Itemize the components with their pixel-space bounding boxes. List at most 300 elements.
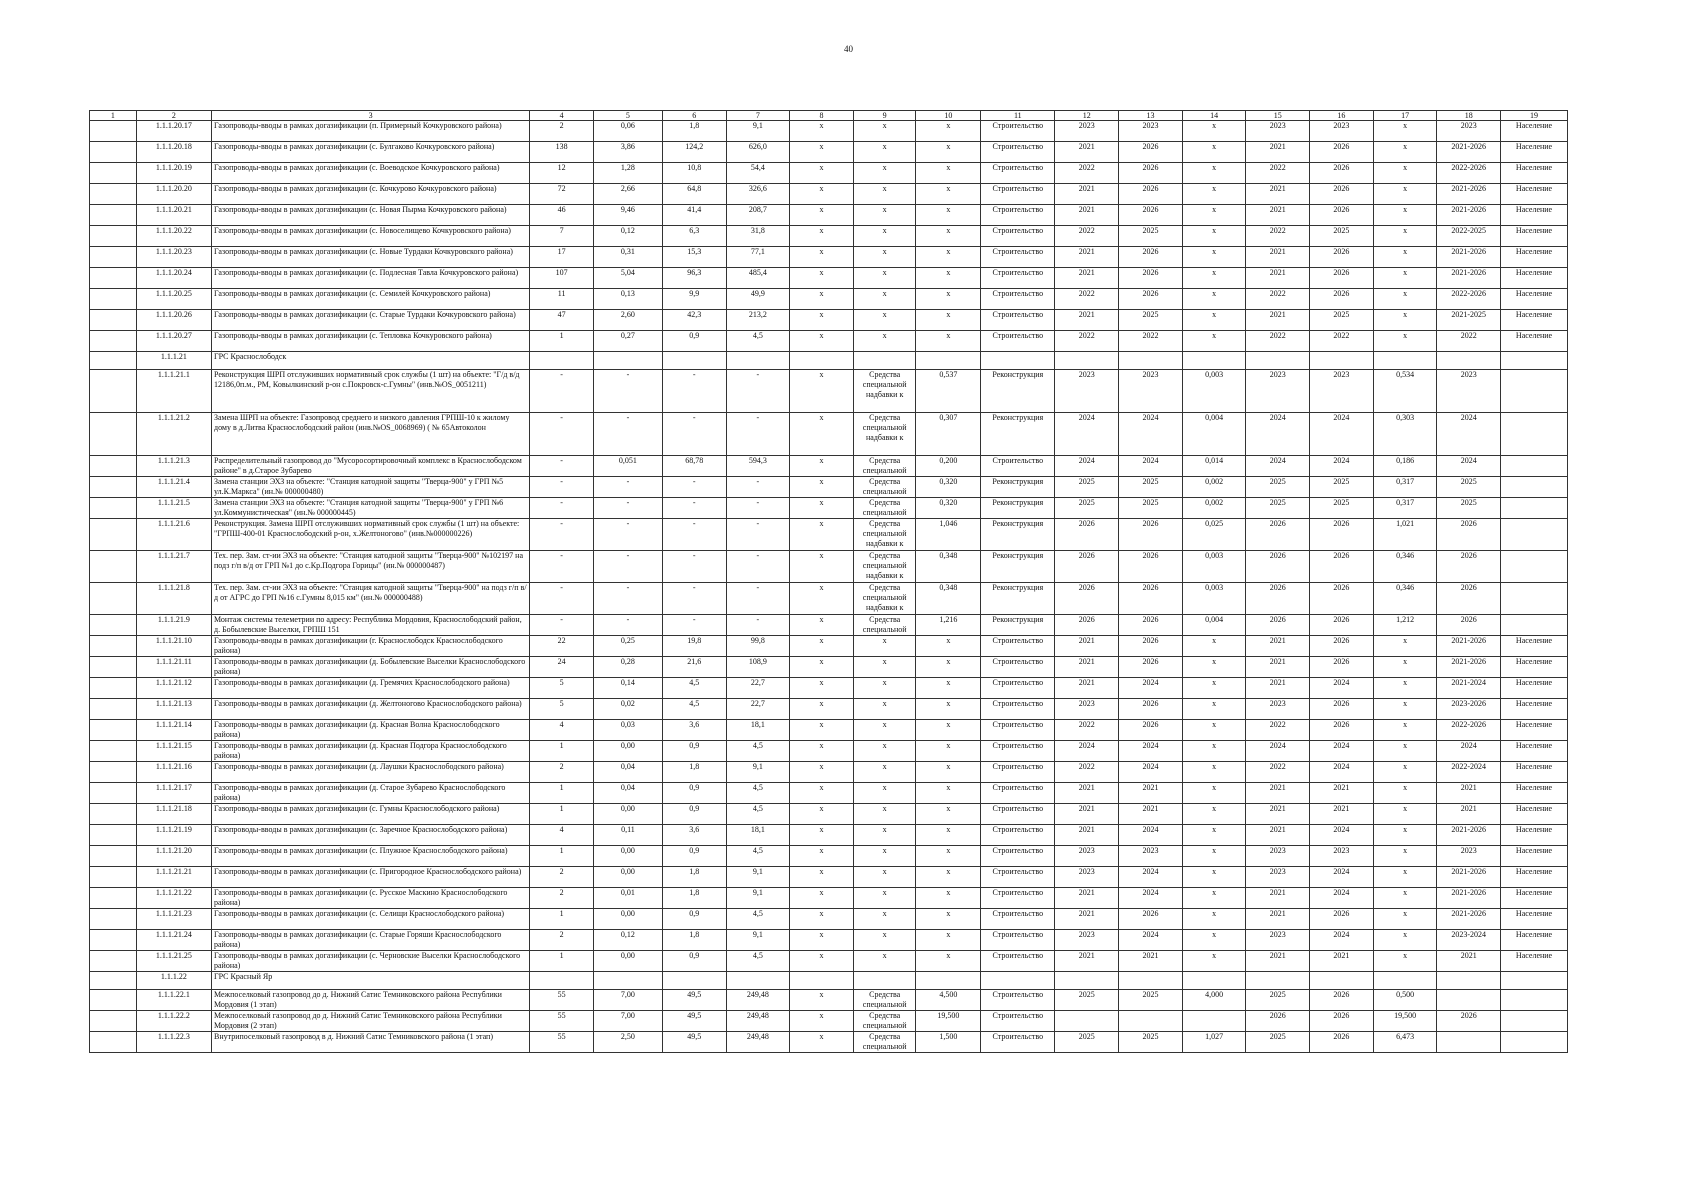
table-cell: 2026 bbox=[1055, 551, 1119, 583]
table-cell: х bbox=[790, 657, 854, 678]
table-cell: Население bbox=[1501, 268, 1568, 289]
table-cell: х bbox=[1182, 226, 1246, 247]
column-number: 1 bbox=[90, 111, 137, 121]
table-cell bbox=[981, 352, 1055, 370]
row-code-cell: 1.1.1.21.19 bbox=[136, 825, 211, 846]
column-number: 8 bbox=[790, 111, 854, 121]
table-cell: - bbox=[726, 519, 790, 551]
table-cell: 2024 bbox=[1246, 413, 1310, 456]
table-cell: х bbox=[790, 413, 854, 456]
table-cell: 2026 bbox=[1119, 519, 1183, 551]
table-row bbox=[90, 888, 1568, 909]
object-name-cell: Газопроводы-вводы в рамках догазификации (д. Лаушки Краснослободского района) bbox=[212, 762, 530, 783]
table-cell: 3,6 bbox=[662, 720, 726, 741]
table-cell: 2024 bbox=[1437, 413, 1501, 456]
table-cell: Население bbox=[1501, 142, 1568, 163]
table-cell: 2024 bbox=[1119, 678, 1183, 699]
table-cell: х bbox=[790, 1032, 854, 1053]
table-cell bbox=[1501, 519, 1568, 551]
table-cell: 1,8 bbox=[662, 121, 726, 142]
table-cell: х bbox=[916, 846, 981, 867]
table-row bbox=[90, 1011, 1568, 1032]
table-cell: х bbox=[790, 247, 854, 268]
table-cell: 626,0 bbox=[726, 142, 790, 163]
section-row bbox=[90, 352, 1568, 370]
row-code-cell: 1.1.1.21.1 bbox=[136, 370, 211, 413]
table-cell: 249,48 bbox=[726, 1032, 790, 1053]
table-cell: - bbox=[530, 551, 594, 583]
table-cell: х bbox=[853, 657, 916, 678]
table-cell: Строительство bbox=[981, 121, 1055, 142]
row-code-cell: 1.1.1.21.8 bbox=[136, 583, 211, 615]
table-cell: Строительство bbox=[981, 289, 1055, 310]
table-cell: 42,3 bbox=[662, 310, 726, 331]
table-cell: 2024 bbox=[1119, 762, 1183, 783]
table-cell: 1,046 bbox=[916, 519, 981, 551]
row-code-cell: 1.1.1.20.20 bbox=[136, 184, 211, 205]
table-cell: 2021 bbox=[1055, 888, 1119, 909]
row-code-cell: 1.1.1.21.25 bbox=[136, 951, 211, 972]
object-name-cell: Газопроводы-вводы в рамках догазификации (д. Желтоногово Краснослободского района) bbox=[212, 699, 530, 720]
table-cell: 5 bbox=[530, 678, 594, 699]
table-cell bbox=[1182, 972, 1246, 990]
table-cell: 2022-2026 bbox=[1437, 289, 1501, 310]
table-cell: х bbox=[1182, 142, 1246, 163]
table-cell: х bbox=[1373, 741, 1437, 762]
table-cell: 2026 bbox=[1119, 720, 1183, 741]
table-cell: х bbox=[1182, 951, 1246, 972]
table-cell: 2021 bbox=[1246, 142, 1310, 163]
table-cell: - bbox=[726, 583, 790, 615]
table-cell: 7 bbox=[530, 226, 594, 247]
table-cell: 2026 bbox=[1119, 615, 1183, 636]
table-cell: 2022 bbox=[1055, 163, 1119, 184]
table-cell: 2021 bbox=[1055, 184, 1119, 205]
table-cell: 9,1 bbox=[726, 867, 790, 888]
table-cell: 49,5 bbox=[662, 1032, 726, 1053]
row-code-cell: 1.1.1.21.10 bbox=[136, 636, 211, 657]
table-cell: х bbox=[790, 636, 854, 657]
table-cell: 2025 bbox=[1119, 990, 1183, 1011]
table-cell: Реконструкция bbox=[981, 583, 1055, 615]
table-cell: 2026 bbox=[1119, 184, 1183, 205]
table-cell: 2021 bbox=[1437, 951, 1501, 972]
row-code-cell: 1.1.1.20.24 bbox=[136, 268, 211, 289]
table-cell: 2022-2024 bbox=[1437, 762, 1501, 783]
table-cell: 2,60 bbox=[593, 310, 662, 331]
table-cell: 124,2 bbox=[662, 142, 726, 163]
table-cell: 17 bbox=[530, 247, 594, 268]
table-cell: 2025 bbox=[1310, 310, 1374, 331]
table-cell: 2022 bbox=[1310, 331, 1374, 352]
table-row bbox=[90, 184, 1568, 205]
table-cell: 3,86 bbox=[593, 142, 662, 163]
table-cell: х bbox=[916, 184, 981, 205]
table-cell: Население bbox=[1501, 636, 1568, 657]
table-cell: 0,025 bbox=[1182, 519, 1246, 551]
table-cell: 2024 bbox=[1119, 456, 1183, 477]
table-cell: х bbox=[790, 205, 854, 226]
table-cell: х bbox=[916, 762, 981, 783]
table-cell: 0,11 bbox=[593, 825, 662, 846]
table-cell: 2026 bbox=[1310, 636, 1374, 657]
table-cell: 2 bbox=[530, 930, 594, 951]
table-cell: 2021 bbox=[1246, 804, 1310, 825]
table-cell: Население bbox=[1501, 909, 1568, 930]
table-row bbox=[90, 699, 1568, 720]
table-cell: 2024 bbox=[1437, 456, 1501, 477]
table-cell: х bbox=[1373, 720, 1437, 741]
object-name-cell: Газопроводы-вводы в рамках догазификации (с. Тепловка Кочкуровского района) bbox=[212, 331, 530, 352]
table-cell: Население bbox=[1501, 121, 1568, 142]
table-row bbox=[90, 678, 1568, 699]
table-cell: х bbox=[1373, 636, 1437, 657]
table-cell bbox=[1501, 413, 1568, 456]
table-cell: 138 bbox=[530, 142, 594, 163]
table-cell: 0,004 bbox=[1182, 615, 1246, 636]
row-code-cell: 1.1.1.20.19 bbox=[136, 163, 211, 184]
column-number: 18 bbox=[1437, 111, 1501, 121]
table-cell: х bbox=[916, 888, 981, 909]
table-cell: 0,00 bbox=[593, 846, 662, 867]
table-cell: Строительство bbox=[981, 951, 1055, 972]
table-cell bbox=[1501, 352, 1568, 370]
table-cell bbox=[1437, 352, 1501, 370]
table-cell: х bbox=[916, 720, 981, 741]
table-cell: х bbox=[853, 205, 916, 226]
table-cell: - bbox=[662, 477, 726, 498]
table-cell: х bbox=[790, 720, 854, 741]
table-cell: х bbox=[790, 370, 854, 413]
table-cell bbox=[90, 583, 137, 615]
row-code-cell: 1.1.1.21.15 bbox=[136, 741, 211, 762]
table-cell: 2023 bbox=[1055, 846, 1119, 867]
table-cell: 7,00 bbox=[593, 990, 662, 1011]
table-cell: 2026 bbox=[1119, 247, 1183, 268]
table-cell: 2021-2026 bbox=[1437, 268, 1501, 289]
object-name-cell: ГРС Краснослободск bbox=[212, 352, 530, 370]
table-row bbox=[90, 226, 1568, 247]
row-code-cell: 1.1.1.21.5 bbox=[136, 498, 211, 519]
table-cell: 2026 bbox=[1437, 519, 1501, 551]
table-cell: х bbox=[916, 268, 981, 289]
table-cell: 2021 bbox=[1055, 783, 1119, 804]
table-cell: х bbox=[1373, 951, 1437, 972]
table-cell: - bbox=[593, 413, 662, 456]
table-cell: 0,320 bbox=[916, 498, 981, 519]
table-cell: 2023 bbox=[1310, 370, 1374, 413]
table-cell: х bbox=[1373, 289, 1437, 310]
table-cell: 9,1 bbox=[726, 121, 790, 142]
table-cell: 2022 bbox=[1055, 226, 1119, 247]
table-cell: 2021-2026 bbox=[1437, 825, 1501, 846]
table-cell: 2024 bbox=[1055, 456, 1119, 477]
table-cell: 6,473 bbox=[1373, 1032, 1437, 1053]
table-cell bbox=[90, 699, 137, 720]
table-cell: 2026 bbox=[1310, 163, 1374, 184]
object-name-cell: Газопроводы-вводы в рамках догазификации (с. Черновские Выселки Краснослободского района) bbox=[212, 951, 530, 972]
table-cell: х bbox=[916, 699, 981, 720]
table-cell: х bbox=[853, 762, 916, 783]
table-cell: 2023 bbox=[1246, 846, 1310, 867]
table-cell: Население bbox=[1501, 951, 1568, 972]
table-cell: 4,5 bbox=[726, 951, 790, 972]
table-cell: 2026 bbox=[1119, 268, 1183, 289]
table-cell: 2021 bbox=[1246, 636, 1310, 657]
table-cell bbox=[90, 247, 137, 268]
table-cell: Строительство bbox=[981, 888, 1055, 909]
table-cell: 4,5 bbox=[726, 909, 790, 930]
table-cell bbox=[790, 352, 854, 370]
table-cell: - bbox=[726, 413, 790, 456]
table-cell: 2021 bbox=[1310, 804, 1374, 825]
table-cell: 2024 bbox=[1437, 741, 1501, 762]
table-cell: 3,6 bbox=[662, 825, 726, 846]
table-cell: х bbox=[853, 636, 916, 657]
table-cell bbox=[90, 184, 137, 205]
table-cell bbox=[593, 352, 662, 370]
table-cell: х bbox=[790, 699, 854, 720]
table-cell: Строительство bbox=[981, 142, 1055, 163]
table-cell: х bbox=[790, 163, 854, 184]
table-cell: - bbox=[530, 583, 594, 615]
table-body bbox=[90, 121, 1568, 1053]
table-cell: х bbox=[790, 762, 854, 783]
table-cell: 0,00 bbox=[593, 741, 662, 762]
row-code-cell: 1.1.1.21.2 bbox=[136, 413, 211, 456]
table-cell: 2026 bbox=[1310, 1032, 1374, 1053]
row-code-cell: 1.1.1.22.3 bbox=[136, 1032, 211, 1053]
table-cell: 2021 bbox=[1246, 247, 1310, 268]
table-cell: х bbox=[1182, 699, 1246, 720]
table-cell: 2021 bbox=[1246, 783, 1310, 804]
table-cell: 2021 bbox=[1119, 804, 1183, 825]
table-cell: Реконструкция bbox=[981, 519, 1055, 551]
table-cell: 9,1 bbox=[726, 930, 790, 951]
table-cell: 2025 bbox=[1437, 477, 1501, 498]
table-cell: 2026 bbox=[1055, 519, 1119, 551]
table-cell: 1,8 bbox=[662, 888, 726, 909]
table-cell: - bbox=[726, 615, 790, 636]
table-cell: 2021 bbox=[1246, 205, 1310, 226]
table-cell bbox=[1501, 551, 1568, 583]
table-cell bbox=[90, 867, 137, 888]
table-cell: 2022-2025 bbox=[1437, 226, 1501, 247]
table-cell bbox=[593, 972, 662, 990]
object-name-cell: Замена ШРП на объекте: Газопровод среднего и низкого давления ГРПШ-10 к жилому дому в д.Литва Краснослободский район (инв.№OS_0068969) ( № 65Автоколон bbox=[212, 413, 530, 456]
table-cell bbox=[90, 121, 137, 142]
table-cell: 2022 bbox=[1119, 331, 1183, 352]
table-cell: 2022-2026 bbox=[1437, 720, 1501, 741]
table-cell: 1 bbox=[530, 741, 594, 762]
table-cell: - bbox=[593, 519, 662, 551]
table-cell: х bbox=[916, 678, 981, 699]
table-cell bbox=[1119, 972, 1183, 990]
table-cell bbox=[90, 551, 137, 583]
table-cell: - bbox=[593, 477, 662, 498]
table-cell: Население bbox=[1501, 846, 1568, 867]
table-cell: 2026 bbox=[1310, 142, 1374, 163]
table-cell: Строительство bbox=[981, 247, 1055, 268]
table-cell: 2022 bbox=[1246, 289, 1310, 310]
table-cell: Строительство bbox=[981, 720, 1055, 741]
table-cell: 2026 bbox=[1310, 247, 1374, 268]
table-cell: 249,48 bbox=[726, 1011, 790, 1032]
table-cell: 0,186 bbox=[1373, 456, 1437, 477]
table-cell: 2021 bbox=[1310, 951, 1374, 972]
table-row bbox=[90, 636, 1568, 657]
table-cell bbox=[90, 657, 137, 678]
column-number: 14 bbox=[1182, 111, 1246, 121]
table-cell: 2021 bbox=[1246, 657, 1310, 678]
table-cell: 9,9 bbox=[662, 289, 726, 310]
table-cell: 0,003 bbox=[1182, 370, 1246, 413]
table-cell: 4,5 bbox=[726, 846, 790, 867]
table-cell: 2 bbox=[530, 888, 594, 909]
table-cell bbox=[90, 990, 137, 1011]
object-name-cell: Газопроводы-вводы в рамках догазификации (с. Новая Пырма Кочкуровского района) bbox=[212, 205, 530, 226]
row-code-cell: 1.1.1.21.13 bbox=[136, 699, 211, 720]
table-cell: 2021 bbox=[1055, 142, 1119, 163]
table-cell: х bbox=[916, 867, 981, 888]
table-row bbox=[90, 289, 1568, 310]
table-cell: 2021-2026 bbox=[1437, 247, 1501, 268]
table-cell: 2021 bbox=[1055, 951, 1119, 972]
table-cell bbox=[90, 636, 137, 657]
table-cell: 41,4 bbox=[662, 205, 726, 226]
table-cell: 2021-2026 bbox=[1437, 142, 1501, 163]
table-cell: 2021-2026 bbox=[1437, 909, 1501, 930]
column-number: 6 bbox=[662, 111, 726, 121]
table-cell bbox=[90, 498, 137, 519]
table-cell: х bbox=[853, 184, 916, 205]
table-cell: 2024 bbox=[1310, 762, 1374, 783]
table-cell: 2022 bbox=[1055, 762, 1119, 783]
table-cell: - bbox=[726, 477, 790, 498]
table-cell: Население bbox=[1501, 310, 1568, 331]
table-cell: Реконструкция bbox=[981, 498, 1055, 519]
table-cell: Реконструкция bbox=[981, 477, 1055, 498]
table-cell: х bbox=[1373, 783, 1437, 804]
table-cell: - bbox=[662, 519, 726, 551]
table-cell: 22 bbox=[530, 636, 594, 657]
table-cell: 2026 bbox=[1310, 583, 1374, 615]
table-cell: х bbox=[853, 310, 916, 331]
table-cell bbox=[1501, 370, 1568, 413]
table-cell: - bbox=[530, 477, 594, 498]
table-cell: 2021 bbox=[1437, 783, 1501, 804]
table-cell: 2021 bbox=[1437, 804, 1501, 825]
row-code-cell: 1.1.1.21.17 bbox=[136, 783, 211, 804]
table-cell: Строительство bbox=[981, 846, 1055, 867]
table-cell bbox=[662, 352, 726, 370]
table-cell: 0,317 bbox=[1373, 498, 1437, 519]
table-cell: 0,00 bbox=[593, 804, 662, 825]
table-cell: 11 bbox=[530, 289, 594, 310]
table-cell: х bbox=[1373, 678, 1437, 699]
row-code-cell: 1.1.1.22.1 bbox=[136, 990, 211, 1011]
table-cell: х bbox=[1182, 909, 1246, 930]
table-cell: 0,14 bbox=[593, 678, 662, 699]
table-cell: 2024 bbox=[1119, 741, 1183, 762]
table-cell: х bbox=[1182, 184, 1246, 205]
table-cell: х bbox=[916, 205, 981, 226]
table-cell bbox=[981, 972, 1055, 990]
table-cell: х bbox=[790, 184, 854, 205]
table-cell: 0,9 bbox=[662, 804, 726, 825]
table-cell: 2021 bbox=[1055, 268, 1119, 289]
table-cell: Население bbox=[1501, 741, 1568, 762]
table-cell: 2025 bbox=[1246, 990, 1310, 1011]
table-cell: 0,9 bbox=[662, 331, 726, 352]
table-cell: - bbox=[593, 370, 662, 413]
table-cell: 2026 bbox=[1119, 142, 1183, 163]
table-cell: - bbox=[593, 583, 662, 615]
table-cell: 2024 bbox=[1310, 678, 1374, 699]
table-cell: х bbox=[1373, 867, 1437, 888]
table-cell: Строительство bbox=[981, 699, 1055, 720]
object-name-cell: Замена станции ЭХЗ на объекте: "Станция катодной защиты "Тверца-900" у ГРП №5 ул.К.Маркса" (ин.№ 000000480) bbox=[212, 477, 530, 498]
table-cell bbox=[1182, 352, 1246, 370]
table-cell: х bbox=[1182, 331, 1246, 352]
table-cell: 1,216 bbox=[916, 615, 981, 636]
table-cell: 12 bbox=[530, 163, 594, 184]
table-cell: 0,004 bbox=[1182, 413, 1246, 456]
table-cell: 2021-2026 bbox=[1437, 184, 1501, 205]
table-cell: 1,500 bbox=[916, 1032, 981, 1053]
table-cell: х bbox=[790, 331, 854, 352]
row-code-cell: 1.1.1.21.3 bbox=[136, 456, 211, 477]
table-cell: 1 bbox=[530, 804, 594, 825]
table-cell: 2023 bbox=[1437, 846, 1501, 867]
column-number: 3 bbox=[212, 111, 530, 121]
table-cell: х bbox=[790, 615, 854, 636]
table-cell bbox=[90, 268, 137, 289]
table-cell: Население bbox=[1501, 205, 1568, 226]
table-cell: 0,003 bbox=[1182, 583, 1246, 615]
table-cell: х bbox=[1373, 825, 1437, 846]
row-code-cell: 1.1.1.21.12 bbox=[136, 678, 211, 699]
table-cell bbox=[90, 825, 137, 846]
table-cell: х bbox=[1182, 289, 1246, 310]
column-number: 16 bbox=[1310, 111, 1374, 121]
table-cell: - bbox=[593, 615, 662, 636]
table-cell: Средства специальной bbox=[853, 456, 916, 477]
table-row bbox=[90, 804, 1568, 825]
table-cell: х bbox=[916, 247, 981, 268]
table-cell: 0,014 bbox=[1182, 456, 1246, 477]
table-cell bbox=[1437, 972, 1501, 990]
table-row bbox=[90, 456, 1568, 477]
table-cell: 2026 bbox=[1119, 205, 1183, 226]
table-cell bbox=[916, 352, 981, 370]
table-cell: х bbox=[853, 121, 916, 142]
table-cell: 2024 bbox=[1310, 825, 1374, 846]
table-cell: 2026 bbox=[1246, 551, 1310, 583]
table-row bbox=[90, 142, 1568, 163]
table-cell: х bbox=[916, 741, 981, 762]
table-cell: х bbox=[1182, 678, 1246, 699]
object-name-cell: Газопроводы-вводы в рамках догазификации (д. Бобылевские Выселки Краснослободского района) bbox=[212, 657, 530, 678]
table-row bbox=[90, 783, 1568, 804]
table-cell: - bbox=[662, 498, 726, 519]
table-cell bbox=[790, 972, 854, 990]
object-name-cell: Реконструкция. Замена ШРП отслуживших нормативный срок службы (1 шт) на объекте: "ГРПШ-400-01 Краснослободский р-он, х.Желтоногово" (инв.№000000226) bbox=[212, 519, 530, 551]
object-name-cell: Газопроводы-вводы в рамках догазификации (с. Плужное Краснослободского района) bbox=[212, 846, 530, 867]
table-cell: - bbox=[530, 456, 594, 477]
table-cell: 2025 bbox=[1437, 498, 1501, 519]
table-cell: х bbox=[916, 804, 981, 825]
